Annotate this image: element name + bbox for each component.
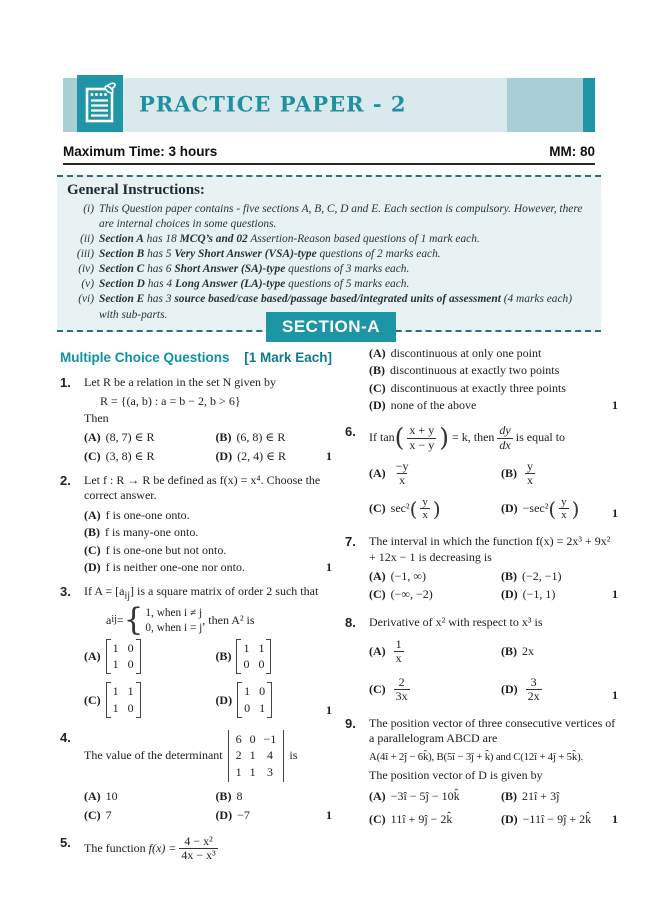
fraction: $\frac{3}{2x}$ [527, 674, 540, 703]
options [369, 569, 618, 603]
options [84, 639, 332, 718]
question-9 [345, 716, 618, 828]
option-a: (A) 1 0 1 0 [84, 639, 215, 675]
option-d: (D) −11î − 9ĵ + 2k̂ [500, 812, 592, 827]
marks-badge: 1 [612, 506, 618, 521]
option-b: (B) 2x [500, 644, 534, 659]
meta-row [63, 143, 595, 160]
fraction: $\frac{\text{4 − x²}}{\text{4x − x³}}$ [181, 833, 216, 863]
option-a: (A) $\frac{-y}{x}$ [369, 458, 409, 487]
instruction-item: (v) Section D has 4 Long Answer (LA)-type questions of 5 marks each. [67, 277, 591, 292]
question-4 [60, 730, 332, 823]
question-number: 7. [345, 534, 356, 550]
option-b: (B) 1 1 0 0 [215, 639, 332, 675]
question-7 [345, 534, 618, 602]
left-column [60, 346, 332, 862]
mcq-heading: Multiple Choice Questions [60, 350, 230, 365]
instruction-item: (vi) Section E has 3 source based/case based/passage based/integrated units of assessment (4 marks each) with sub-parts. [67, 292, 591, 322]
title-banner [63, 78, 595, 132]
marks-badge: 1 [612, 687, 618, 702]
instruction-number: (v) [81, 278, 94, 291]
question-number: 3. [60, 584, 71, 600]
option-a: (A) f is one-one onto. [84, 507, 190, 522]
question-5 [60, 835, 332, 862]
option-b: (B) (6, 8) ∈ R [215, 430, 286, 445]
instruction-item: (ii) Section A has 18 MCQ’s and 02 Assertion-Reason based questions of 1 mark each. [67, 232, 591, 247]
option-a: (A) (8, 7) ∈ R [84, 430, 155, 445]
question-text: The position vector of D is given by [369, 768, 543, 783]
paren-glyph: ) [571, 496, 580, 521]
option-d: (D) $\frac{3}{2x}$ [500, 674, 540, 703]
general-instructions-box [57, 175, 601, 332]
option-a: (A) discontinuous at only one point [369, 346, 542, 360]
fraction: $\frac{y}{x}$ [526, 458, 533, 487]
paren-glyph: ( [548, 496, 557, 521]
options [369, 460, 618, 522]
options [369, 638, 618, 703]
option-d: (D) −sec² ( $\frac{y}{x}$ ) [500, 496, 580, 522]
question-text: The value of the determinant 6 0 −1 2 1 4 1 1 3 is [84, 730, 332, 782]
max-time-label: Maximum Time: 3 hours [63, 144, 218, 159]
question-text: Let R be a relation in the set N given by [84, 375, 276, 390]
option-d: (D) none of the above [369, 398, 477, 413]
vectors-formula: A(4î + 2ĵ − 6k̂), B(5î − 3ĵ + k̂) and C(12î + 4ĵ + 5k̂). [369, 750, 583, 763]
option-b: (B) (−2, −1) [500, 569, 562, 584]
question-6 [345, 424, 618, 521]
option-d: (D) (2, 4) ∈ R [215, 448, 286, 463]
determinant: 6 0 −1 2 1 4 1 1 3 [228, 730, 285, 782]
option-b: (B) 21î + 3ĵ [500, 788, 560, 803]
question-text: If $A = [a_{ij}]$ is a square matrix of order 2 such that [84, 584, 319, 602]
option-a: (A) −3î − 5ĵ − 10k̂ [369, 788, 460, 803]
question-number: 9. [345, 715, 356, 731]
instruction-item: (iv) Section C has 6 Short Answer (SA)-type questions of 3 marks each. [67, 262, 591, 277]
instruction-item: (i) This Question paper contains - five sections A, B, C, D and E. Each section is compulsory. However, there are internal choices in some questions. [67, 202, 591, 232]
marks-badge: 1 [612, 812, 618, 827]
question-3 [60, 584, 332, 718]
fraction: $\frac{dy}{dx}$ [499, 423, 511, 452]
instruction-number: (iv) [78, 263, 94, 276]
option-c: (C) (−∞, −2) [369, 587, 433, 602]
options [84, 789, 332, 823]
question-number: 2. [60, 473, 71, 489]
mcq-heading-row [60, 349, 332, 366]
option-d: (D) 1 0 0 1 [215, 682, 332, 718]
paren-glyph: ( [409, 496, 418, 521]
instruction-item: (iii) Section B has 5 Very Short Answer (VSA)-type questions of 2 marks each. [67, 247, 591, 262]
instructions-heading: General Instructions: [67, 182, 205, 198]
divider [63, 163, 595, 165]
question-8 [345, 615, 618, 703]
paren-glyph: ) [432, 496, 441, 521]
matrix: 1 1 1 0 [106, 682, 141, 718]
question-2 [60, 473, 332, 575]
question-number: 6. [345, 424, 356, 440]
option-d: (D) f is neither one-one nor onto. [84, 559, 245, 574]
option-c: (C) sec² ( $\frac{y}{x}$ ) [369, 496, 441, 522]
option-a: (A) (−1, ∞) [369, 569, 426, 584]
banner-right-stripe [583, 78, 595, 132]
question-text: Then [84, 410, 109, 425]
fraction: $\frac{y}{x}$ [561, 496, 567, 522]
marks-badge: 1 [326, 702, 332, 717]
option-c: (C) f is one-one but not onto. [84, 542, 227, 557]
question-number: 4. [60, 730, 71, 746]
marks-badge: 1 [612, 398, 618, 413]
brace-glyph: { [123, 602, 144, 639]
instruction-number: (iii) [76, 248, 94, 261]
question-text: If tan ( $\frac{x + y}{x - y}$ ) = k, then $\frac{dy}{dx}$ is equal to [369, 422, 566, 452]
cases-formula: a ij = { 1, when i ≠ j 0, when i = j , then A² is [106, 602, 255, 639]
matrix: 1 1 0 0 [236, 639, 271, 675]
document-icon [82, 82, 118, 126]
option-d: (D) −7 [215, 807, 250, 822]
option-c: (C) $\frac{2}{3x}$ [369, 674, 408, 703]
banner-right-block [507, 78, 583, 132]
total-marks-label: MM: 80 [549, 144, 595, 159]
question-number: 8. [345, 614, 356, 630]
banner-left-stripe [63, 78, 77, 132]
question-number: 5. [60, 834, 71, 850]
options [369, 346, 618, 413]
question-text: The interval in which the function f(x) = 2x³ + 9x² + 12x − 1 is decreasing is [369, 534, 611, 564]
question-text: The function f(x) = $\frac{\text{4 − x²}}{\text{4x − x³}}$ [84, 833, 216, 863]
option-d: (D) (−1, 1) [500, 587, 556, 602]
marks-badge: 1 [326, 807, 332, 822]
mark-each-note: [1 Mark Each] [244, 350, 332, 365]
marks-badge: 1 [612, 587, 618, 602]
option-c: (C) discontinuous at exactly three points [369, 380, 566, 395]
instruction-number: (i) [83, 203, 94, 216]
option-b: (B) 8 [215, 789, 243, 804]
fraction: $\frac{1}{x}$ [395, 637, 402, 666]
right-column [345, 344, 618, 828]
page-title: PRACTICE PAPER - 2 [139, 91, 407, 117]
options [84, 430, 332, 464]
paren-glyph: ( [394, 422, 405, 452]
fraction: $\frac{x + y}{x - y}$ [409, 423, 435, 452]
question-5-options [345, 344, 618, 413]
option-c: (C) 7 [84, 807, 112, 822]
marks-badge: 1 [326, 559, 332, 574]
question-1 [60, 375, 332, 464]
options [84, 508, 332, 575]
section-a-header: SECTION-A [266, 312, 396, 342]
option-c: (C) 1 1 1 0 [84, 682, 215, 718]
option-a: (A) $\frac{1}{x}$ [369, 637, 402, 666]
option-a: (A) 10 [84, 789, 118, 804]
option-b: (B) discontinuous at exactly two points [369, 363, 560, 378]
question-number: 1. [60, 375, 71, 391]
question-text: The position vector of three consecutive vertices of a parallelogram ABCD are [369, 715, 616, 746]
option-b: (B) f is many-one onto. [84, 525, 199, 540]
fraction: $\frac{y}{x}$ [422, 496, 428, 522]
matrix: 1 0 0 1 [237, 682, 272, 718]
practice-paper-icon [77, 75, 123, 132]
option-c: (C) 11î + 9ĵ − 2k̂ [369, 812, 453, 827]
question-text: Derivative of x² with respect to x³ is [369, 614, 543, 629]
fraction: $\frac{2}{3x}$ [395, 674, 408, 703]
relation-formula: R = {(a, b) : a = b − 2, b > 6} [100, 393, 241, 408]
instruction-number: (vi) [78, 293, 94, 306]
matrix: 1 0 1 0 [106, 639, 141, 675]
fraction: $\frac{-y}{x}$ [395, 458, 409, 487]
question-text: Let f : R → R be defined as f(x) = x⁴. Choose the correct answer. [84, 473, 321, 503]
options [369, 789, 618, 828]
option-b: (B) $\frac{y}{x}$ [500, 458, 533, 487]
paren-glyph: ) [439, 422, 449, 452]
instruction-number: (ii) [80, 233, 94, 246]
option-c: (C) (3, 8) ∈ R [84, 448, 155, 463]
marks-badge: 1 [326, 448, 332, 463]
